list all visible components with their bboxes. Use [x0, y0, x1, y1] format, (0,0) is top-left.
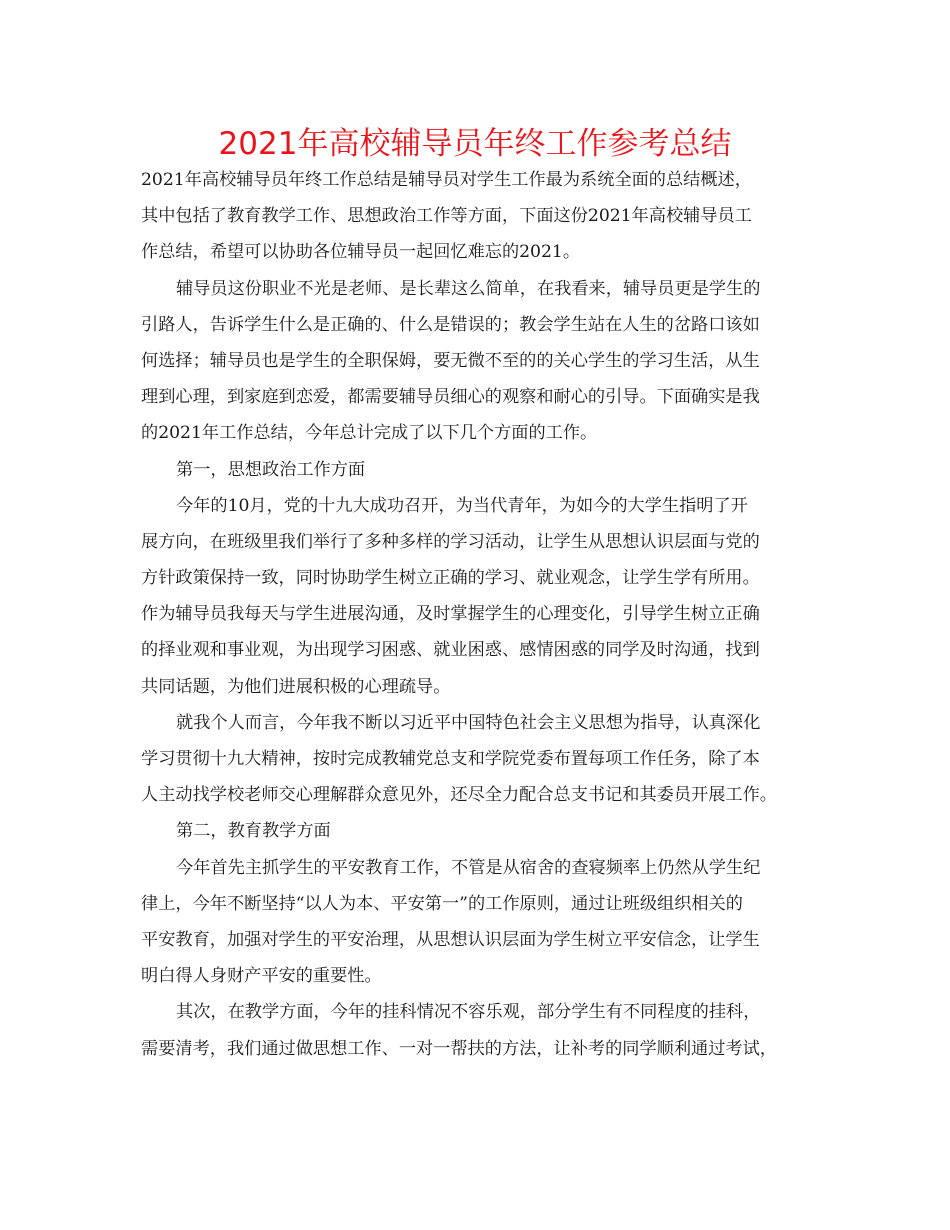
- text-line: 律上，今年不断坚持“以人为本、平安第一”的工作原则，通过让班级组织相关的: [141, 893, 743, 914]
- text-line: 需要清考，我们通过做思想工作、一对一帮扶的方法，让补考的同学顺利通过考试，: [141, 1038, 777, 1059]
- text-line: 作为辅导员我每天与学生进展沟通，及时掌握学生的心理变化，引导学生树立正确: [141, 604, 760, 625]
- text-line: 2021年高校辅导员年终工作总结是辅导员对学生工作最为系统全面的总结概述，: [141, 170, 752, 190]
- text-line: 学习贯彻十九大精神，按时完成教辅党总支和学院党委布置每项工作任务，除了本: [141, 749, 760, 769]
- text-line: 何选择；辅导员也是学生的全职保姆，要无微不至的的关心学生的学习生活，从生: [141, 350, 760, 371]
- document-title: 2021年高校辅导员年终工作参考总结: [218, 126, 732, 162]
- text-line: 的2021年工作总结，今年总计完成了以下几个方面的工作。: [141, 423, 598, 444]
- text-line: 理到心理，到家庭到恋爱，都需要辅导员细心的观察和耐心的引导。下面确实是我: [141, 387, 760, 408]
- text-line: 今年首先主抓学生的平安教育工作，不管是从宿舍的查寝频率上仍然从学生纪: [176, 857, 761, 878]
- text-line: 第一，思想政治工作方面: [176, 459, 366, 480]
- text-line: 人主动找学校老师交心理解群众意见外，还尽全力配合总支书记和其委员开展工作。: [141, 785, 777, 806]
- text-line: 共同话题，为他们进展积极的心理疏导。: [141, 676, 451, 697]
- document-body: [141, 162, 831, 1067]
- text-line: 其中包括了教育教学工作、思想政治工作等方面，下面这份2021年高校辅导员工: [141, 206, 752, 227]
- text-line: 明白得人身财产平安的重要性。: [141, 966, 382, 987]
- text-line: 平安教育，加强对学生的平安治理，从思想认识层面为学生树立平安信念，让学生: [141, 929, 760, 950]
- text-line: 作总结，希望可以协助各位辅导员一起回忆难忘的2021。: [141, 242, 581, 263]
- text-line: 就我个人而言，今年我不断以习近平中国特色社会主义思想为指导，认真深化: [176, 712, 761, 733]
- text-line: 的择业观和事业观，为出现学习困惑、就业困惑、感情困惑的同学及时沟通，找到: [141, 640, 760, 661]
- text-line: 其次，在教学方面，今年的挂科情况不容乐观，部分学生有不同程度的挂科，: [176, 1002, 761, 1023]
- text-line: 引路人，告诉学生什么是正确的、什么是错误的；教会学生站在人生的岔路口该如: [141, 314, 760, 335]
- text-line: 第二，教育教学方面: [176, 821, 331, 842]
- text-line: 辅导员这份职业不光是老师、是长辈这么简单，在我看来，辅导员更是学生的: [176, 278, 761, 299]
- text-line: 展方向，在班级里我们举行了多种多样的学习活动，让学生从思想认识层面与党的: [141, 531, 760, 552]
- text-line: 方针政策保持一致，同时协助学生树立正确的学习、就业观念，让学生学有所用。: [141, 568, 760, 589]
- text-line: 今年的10月，党的十九大成功召开，为当代青年，为如今的大学生指明了开: [176, 495, 748, 516]
